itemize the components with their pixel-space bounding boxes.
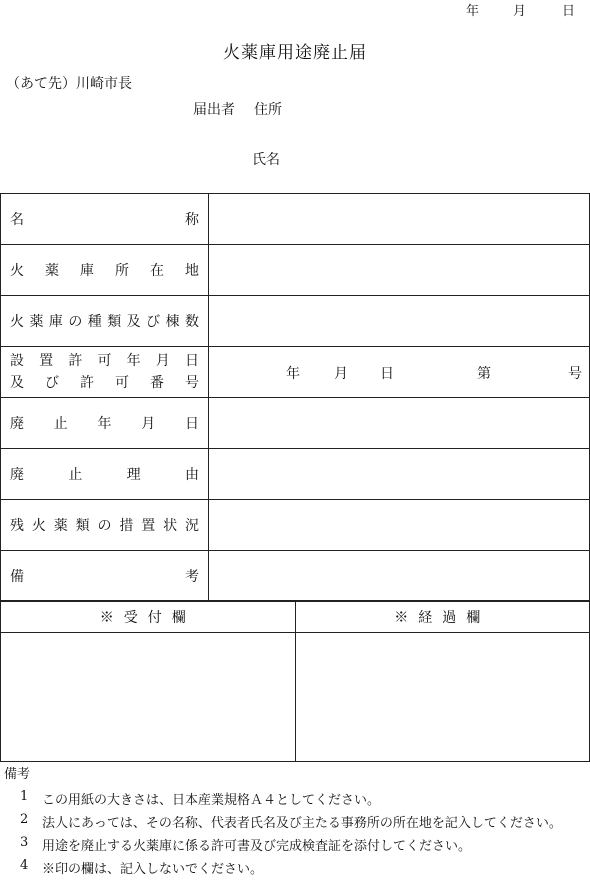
label-char: 称	[185, 212, 199, 228]
row-label-location	[1, 245, 209, 296]
notification-form-table	[0, 193, 590, 602]
permit-year-label: 年	[286, 366, 300, 382]
row-label-name	[1, 194, 209, 245]
label-char: 況	[185, 518, 199, 534]
row-label-remaining-explosives	[1, 500, 209, 551]
label-char: 類	[107, 314, 122, 330]
permit-month-label: 月	[334, 366, 348, 382]
label-char: 止	[68, 467, 83, 483]
list-item	[4, 835, 562, 858]
label-char: 火	[31, 518, 46, 534]
label-char: 及	[10, 375, 24, 391]
table-row	[1, 194, 590, 245]
label-char: 庫	[80, 263, 94, 279]
label-char: 置	[39, 353, 54, 369]
row-label-type-count	[1, 296, 209, 347]
label-char: 月	[141, 416, 156, 432]
label-char: 設	[10, 353, 24, 369]
note-number: 1	[20, 789, 29, 804]
name-value-cell[interactable]	[209, 194, 590, 245]
label-char: び	[146, 314, 161, 330]
note-text: 法人にあっては、その名称、代表者氏名及び主たる事務所の所在地を記入してください。	[42, 816, 562, 831]
label-char: 庫	[48, 314, 63, 330]
label-char: 在	[150, 263, 164, 279]
list-item	[4, 858, 562, 881]
note-text: ※印の欄は、記入しないでください。	[42, 862, 264, 877]
label-char: 類	[75, 518, 90, 534]
progress-header: ※経過欄	[295, 601, 590, 633]
row-label-permit	[1, 347, 209, 398]
note-number: 4	[20, 858, 29, 873]
permit-day-label: 日	[380, 366, 394, 382]
label-char: 地	[185, 263, 199, 279]
notifier-label: 届出者	[193, 102, 235, 118]
table-row	[1, 296, 590, 347]
label-char: 残	[10, 518, 24, 534]
table-row	[1, 347, 590, 398]
label-char: 年	[97, 416, 112, 432]
remarks-value-cell[interactable]	[209, 551, 590, 602]
label-char: 数	[184, 314, 199, 330]
label-char: 薬	[29, 314, 44, 330]
permit-value-cell[interactable]	[209, 347, 590, 398]
note-text: 用途を廃止する火薬庫に係る許可書及び完成検査証を添付してください。	[42, 839, 472, 854]
label-char: 廃	[10, 416, 24, 432]
table-row	[1, 449, 590, 500]
notes-title: 備考	[4, 767, 31, 782]
label-char: び	[45, 375, 59, 391]
label-char: 月	[155, 353, 170, 369]
table-row	[1, 551, 590, 602]
note-number: 3	[20, 835, 29, 850]
label-char: 火	[10, 314, 24, 330]
label-char: 由	[184, 467, 199, 483]
label-char: 日	[184, 353, 199, 369]
label-char: 名	[10, 212, 24, 228]
reception-header: ※受付欄	[1, 601, 296, 633]
date-day-label: 日	[562, 4, 576, 19]
label-char: 止	[53, 416, 68, 432]
note-number: 2	[20, 812, 29, 827]
date-line	[466, 0, 578, 19]
label-char: の	[97, 518, 112, 534]
label-char: 可	[115, 375, 129, 391]
location-value-cell[interactable]	[209, 245, 590, 296]
table-row	[1, 500, 590, 551]
label-char: 号	[185, 375, 199, 391]
table-row	[1, 601, 590, 633]
table-row	[1, 398, 590, 449]
label-char: 理	[126, 467, 141, 483]
label-char: 及	[126, 314, 141, 330]
date-month-label: 月	[513, 4, 527, 19]
label-char: 状	[163, 518, 178, 534]
date-year-label: 年	[466, 4, 480, 19]
list-item	[4, 789, 562, 812]
label-char: 番	[150, 375, 164, 391]
label-char: 火	[10, 263, 24, 279]
label-char: 棟	[165, 314, 180, 330]
label-char: 許	[68, 353, 83, 369]
label-char: 備	[10, 569, 24, 585]
addressee: （あて先）川崎市長	[6, 76, 132, 92]
row-label-abolish-reason	[1, 449, 209, 500]
name-label: 氏名	[252, 152, 280, 168]
note-text: この用紙の大きさは、日本産業規格Ａ４としてください。	[42, 793, 381, 808]
table-row	[1, 633, 590, 762]
label-char: 許	[80, 375, 94, 391]
abolish-date-value-cell[interactable]	[209, 398, 590, 449]
row-label-remarks	[1, 551, 209, 602]
remaining-explosives-value-cell[interactable]	[209, 500, 590, 551]
label-char: 所	[115, 263, 129, 279]
permit-dai-label: 第	[477, 366, 491, 382]
permit-go-label: 号	[568, 366, 582, 382]
label-char: 薬	[53, 518, 68, 534]
page-title: 火薬庫用途廃止届	[223, 43, 367, 63]
label-char: 置	[141, 518, 156, 534]
notes-section	[4, 763, 562, 881]
abolish-reason-value-cell[interactable]	[209, 449, 590, 500]
row-label-abolish-date	[1, 398, 209, 449]
list-item	[4, 812, 562, 835]
label-char: 種	[87, 314, 102, 330]
label-char: 薬	[45, 263, 59, 279]
label-char: 考	[185, 569, 199, 585]
table-row	[1, 245, 590, 296]
label-char: 日	[185, 416, 199, 432]
reception-box	[1, 633, 296, 762]
label-char: の	[68, 314, 83, 330]
label-char: 年	[126, 353, 141, 369]
address-label: 住所	[254, 102, 282, 118]
type-count-value-cell[interactable]	[209, 296, 590, 347]
label-char: 可	[97, 353, 112, 369]
office-use-table	[0, 600, 590, 762]
progress-box	[295, 633, 590, 762]
label-char: 廃	[10, 467, 24, 483]
label-char: 措	[119, 518, 134, 534]
